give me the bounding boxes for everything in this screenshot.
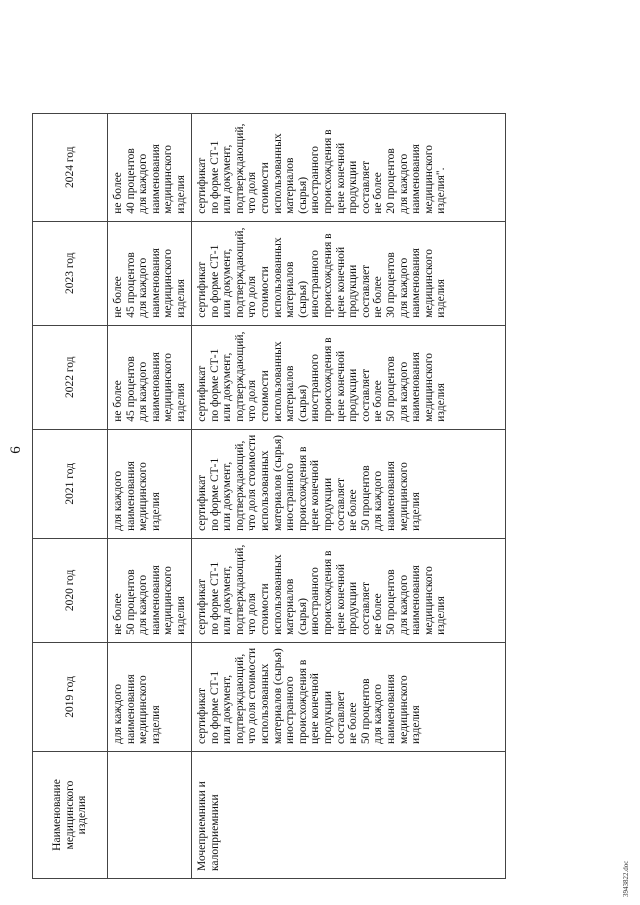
cell-text-line: медицинского [162,566,175,635]
column-header-year [33,325,108,429]
cell-text-line: 2024 год [63,146,76,189]
cell-text-line: продукции [347,264,360,318]
cell-text-line: не более [372,593,385,635]
cell-text-line: медицинского [162,249,175,318]
cell-text-line: подтверждающий, [233,653,246,744]
cell-text-line: или документ, [221,144,234,214]
cell-text-line: медицинского [137,462,150,531]
cell-text-line: наименования [149,352,162,422]
cell-text-line: Наименование [51,779,64,851]
cell-text-line: для каждого [137,257,150,318]
cell-text-line: изделия [174,279,187,318]
cell-text-line: происхождения в [296,659,309,744]
cell-text-line: 50 процентов [124,569,137,635]
cell-text-line: подтверждающий, [233,440,246,531]
cell-text-line: по форме СТ-1 [208,670,221,744]
cell-text-line: подтверждающий, [233,544,246,635]
cell-text-line: для каждого [137,574,150,635]
cell-text-line: (сырья) [296,176,309,214]
cell-text-line: медицинского [63,780,76,850]
table-cell-requirement [108,642,192,751]
cell-text-line: не более [112,172,124,214]
cell-text-line: наименования [149,248,162,318]
column-header-year [33,642,108,751]
cell-text-line: 30 процентов [384,252,397,318]
table-cell-requirement [192,113,506,221]
cell-text-line: цене конечной [334,350,347,422]
cell-text-line: иностранного [309,567,322,635]
column-header-year [33,538,108,642]
cell-text-line: не более [347,702,360,744]
cell-text-line: для каждого [397,574,410,635]
cell-text-line: 45 процентов [124,356,137,422]
cell-text-line: калоприемники [208,794,221,871]
cell-text-line: 20 процентов [384,148,397,214]
cell-text-line: 50 процентов [384,356,397,422]
cell-text-line: медицинского [162,353,175,422]
cell-text-line: не более [372,380,385,422]
cell-text-line: использованных [258,663,271,744]
table-row [108,113,192,878]
cell-text-line: что доля [246,171,259,214]
cell-text-line: наименования [149,144,162,214]
column-header-year [33,221,108,325]
cell-text-line: 2021 год [63,463,76,505]
cell-text-line: изделия [149,705,162,744]
cell-text-line: 2019 год [63,676,76,718]
table-cell-requirement [192,221,506,325]
cell-text-line: материалов (сырья) [271,648,284,744]
cell-text-line: медицинского [397,462,410,531]
table-cell-requirement [108,325,192,429]
cell-text-line: составляет [359,264,372,318]
cell-text-line: изделия [410,492,423,531]
cell-text-line: цене конечной [334,563,347,635]
column-header-year [33,429,108,538]
cell-text-line: иностранного [309,146,322,214]
cell-text-line: продукции [321,691,334,744]
page-number: 6 [8,446,24,454]
cell-text-line: что доля [246,593,259,635]
table-cell-requirement [192,325,506,429]
cell-text-line: 50 процентов [359,678,372,744]
cell-text-line: изделия [410,705,423,744]
cell-text-line: цене конечной [334,246,347,318]
document-code: 3943822.doc [622,860,630,897]
cell-text-line: составляет [334,691,347,744]
table-body [108,113,506,878]
cell-text-line: наименования [384,674,397,744]
table-cell-requirement [192,538,506,642]
cell-text-line: наименования [124,461,137,531]
cell-text-line: 40 процентов [124,148,137,214]
cell-text-line: составляет [359,581,372,635]
cell-text-line: наименования [124,674,137,744]
cell-text-line: наименования [410,565,423,635]
cell-text-line: сертификат [196,578,208,635]
cell-text-line: использованных [258,450,271,531]
cell-text-line: медицинского [422,249,435,318]
cell-text-line: для каждого [112,684,124,744]
cell-text-line: для каждого [397,361,410,422]
cell-text-line: использованных [271,341,284,422]
cell-text-line: материалов [284,157,297,214]
cell-text-line: для каждого [112,470,124,531]
cell-text-line: что доля [246,379,259,422]
cell-text-line: изделия [149,492,162,531]
cell-text-line: сертификат [196,261,208,318]
cell-text-line: составляет [359,160,372,214]
cell-text-line: что доля [246,275,259,318]
requirements-table [32,113,506,879]
cell-text-line: стоимости [258,370,271,422]
cell-text-line: использованных [271,133,284,214]
cell-text-line: медицинского [137,675,150,744]
cell-text-line: по форме СТ-1 [208,348,221,422]
cell-text-line: происхождения в [321,233,334,318]
table-cell-product [108,752,192,879]
cell-text-line: 2023 год [63,252,76,295]
cell-text-line: сертификат [196,157,208,214]
table-cell-requirement [192,429,506,538]
cell-text-line: стоимости [258,266,271,318]
cell-text-line: использованных [271,554,284,635]
table-row [192,113,506,878]
cell-text-line: сертификат [196,474,208,531]
cell-text-line: изделия [76,795,89,835]
cell-text-line: или документ, [221,565,234,635]
cell-text-line: не более [112,380,124,422]
cell-text-line: цене конечной [309,673,322,744]
cell-text-line: (сырья) [296,598,309,635]
cell-text-line: для каждого [397,257,410,318]
cell-text-line: не более [372,276,385,318]
cell-text-line: подтверждающий, [233,227,246,318]
cell-text-line: медицинского [422,353,435,422]
cell-text-line: что доля стоимости [246,647,259,744]
cell-text-line: не более [372,172,385,214]
cell-text-line: подтверждающий, [233,123,246,214]
cell-text-line: иностранного [284,676,297,744]
cell-text-line: подтверждающий, [233,331,246,422]
cell-text-line: медицинского [162,145,175,214]
cell-text-line: (сырья) [296,280,309,318]
cell-text-line: происхождения в [321,337,334,422]
cell-text-line: не более [347,489,360,531]
cell-text-line: наименования [149,565,162,635]
table-cell-requirement [108,429,192,538]
cell-text-line: составляет [359,368,372,422]
cell-text-line: или документ, [221,248,234,318]
table-cell-requirement [192,642,506,751]
cell-text-line: изделия [435,279,448,318]
cell-text-line: не более [112,276,124,318]
cell-text-line: материалов [284,261,297,318]
cell-text-line: для каждого [372,684,385,744]
cell-text-line: происхождения в [321,129,334,214]
column-header-name [33,752,108,879]
cell-text-line: наименования [410,248,423,318]
cell-text-line: не более [112,593,124,635]
cell-text-line: изделия". [435,167,448,214]
cell-text-line: для каждого [137,361,150,422]
cell-text-line: иностранного [284,463,297,531]
cell-text-line: сертификат [196,365,208,422]
cell-text-line: по форме СТ-1 [208,457,221,531]
cell-text-line: материалов [284,578,297,635]
cell-text-line: 2022 год [63,356,76,399]
cell-text-line: для каждого [372,470,385,531]
cell-text-line: по форме СТ-1 [208,244,221,318]
cell-text-line: цене конечной [334,142,347,214]
cell-text-line: 2020 год [63,569,76,612]
cell-text-line: Мочеприемники и [196,781,208,871]
cell-text-line: 50 процентов [384,569,397,635]
cell-text-line: изделия [174,596,187,635]
cell-text-line: использованных [271,237,284,318]
table-cell-requirement [108,113,192,221]
table-container [32,113,506,879]
cell-text-line: продукции [347,368,360,422]
cell-text-line: иностранного [309,354,322,422]
cell-text-line: стоимости [258,583,271,635]
table-cell-product [192,752,506,879]
cell-text-line: продукции [347,581,360,635]
cell-text-line: 50 процентов [359,465,372,531]
cell-text-line: или документ, [221,461,234,531]
cell-text-line: медицинского [422,145,435,214]
cell-text-line: или документ, [221,674,234,744]
cell-text-line: или документ, [221,352,234,422]
cell-text-line: наименования [410,144,423,214]
cell-text-line: наименования [384,461,397,531]
cell-text-line: сертификат [196,688,208,744]
cell-text-line: продукции [347,160,360,214]
table-cell-requirement [108,221,192,325]
cell-text-line: цене конечной [309,459,322,531]
cell-text-line: (сырья) [296,384,309,422]
table-cell-requirement [108,538,192,642]
cell-text-line: материалов [284,365,297,422]
cell-text-line: изделия [174,383,187,422]
cell-text-line: изделия [174,175,187,214]
cell-text-line: происхождения в [296,446,309,531]
table-header-row [33,113,108,878]
column-header-year [33,113,108,221]
cell-text-line: для каждого [137,153,150,214]
cell-text-line: продукции [321,477,334,531]
cell-text-line: изделия [435,383,448,422]
cell-text-line: 45 процентов [124,252,137,318]
cell-text-line: для каждого [397,153,410,214]
cell-text-line: по форме СТ-1 [208,561,221,635]
cell-text-line: по форме СТ-1 [208,140,221,214]
cell-text-line: составляет [334,477,347,531]
cell-text-line: наименования [410,352,423,422]
cell-text-line: изделия [435,596,448,635]
cell-text-line: иностранного [309,250,322,318]
cell-text-line: медицинского [422,566,435,635]
cell-text-line: материалов (сырья) [271,435,284,531]
cell-text-line: медицинского [397,675,410,744]
cell-text-line: что доля стоимости [246,434,259,531]
cell-text-line: происхождения в [321,550,334,635]
cell-text-line: стоимости [258,162,271,214]
